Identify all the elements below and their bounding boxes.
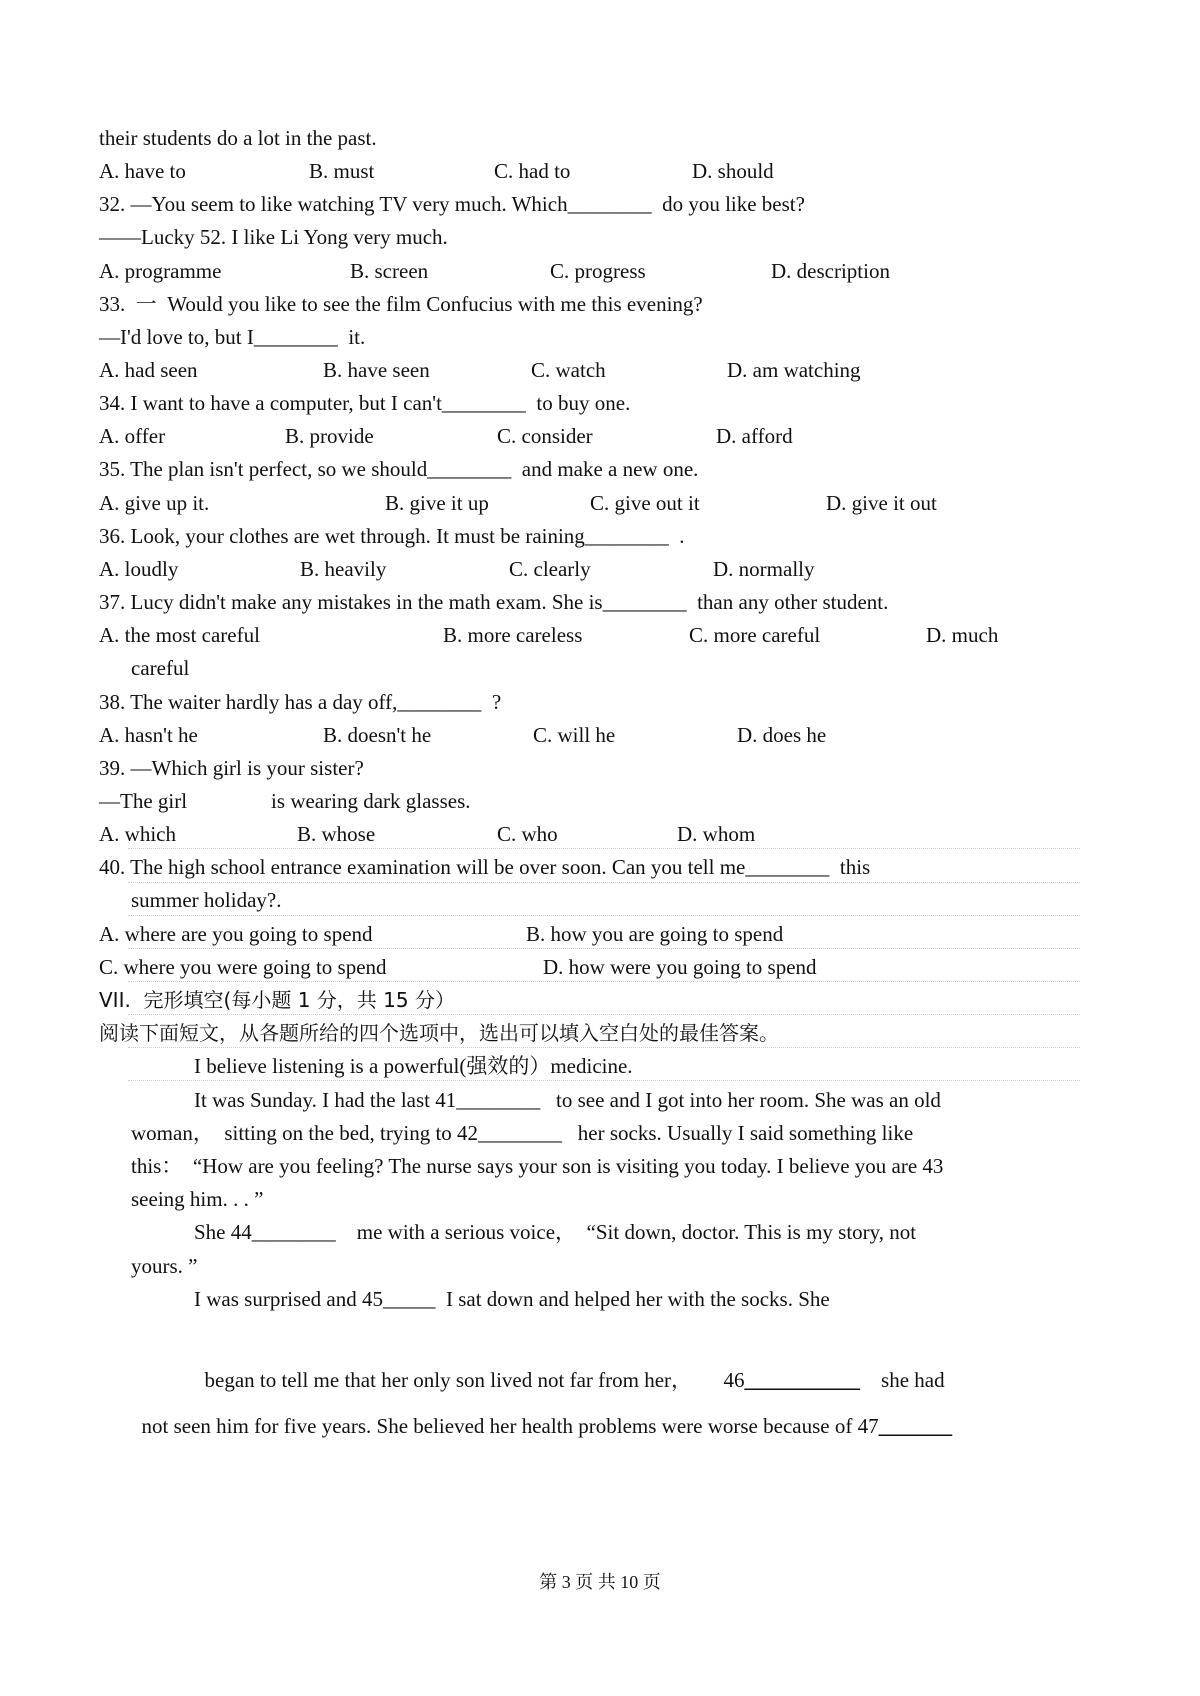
- q40-option-c: C. where you were going to spend: [99, 955, 387, 979]
- q34-stem: 34. I want to have a computer, but I can't________ to buy one.: [99, 391, 631, 415]
- q33-option-d: D. am watching: [727, 358, 861, 382]
- dotted-rule: [128, 882, 1080, 883]
- q39-option-c: C. who: [497, 822, 558, 846]
- dotted-rule: [128, 1080, 1080, 1081]
- q33-option-a: A. had seen: [99, 358, 198, 382]
- q33-option-c: C. watch: [531, 358, 606, 382]
- passage-line: this： “How are you feeling? The nurse says your son is visiting you today. I believe you are 43: [131, 1154, 944, 1178]
- q37-stem: 37. Lucy didn't make any mistakes in the math exam. She is________ than any other student.: [99, 590, 889, 614]
- dotted-rule: [128, 1014, 1080, 1015]
- passage-line: yours. ”: [131, 1254, 198, 1278]
- passage-line: woman， sitting on the bed, trying to 42________ her socks. Usually I said something like: [131, 1121, 914, 1145]
- q36-option-b: B. heavily: [300, 557, 387, 581]
- passage-line: She 44________ me with a serious voice， “Sit down, doctor. This is my story, not: [194, 1220, 917, 1244]
- passage-line: I was surprised and 45_____ I sat down and helped her with the socks. She: [194, 1287, 830, 1311]
- q35-option-c: C. give out it: [590, 491, 700, 515]
- q34-option-b: B. provide: [285, 424, 374, 448]
- q33-answer: —I'd love to, but I________ it.: [99, 325, 366, 349]
- q37-option-a: A. the most careful: [99, 623, 260, 647]
- q36-option-d: D. normally: [713, 557, 815, 581]
- q39-stem: 39. —Which girl is your sister?: [99, 756, 364, 780]
- passage-line: It was Sunday. I had the last 41________ to see and I got into her room. She was an old: [194, 1088, 941, 1112]
- q38-stem: 38. The waiter hardly has a day off,________ ?: [99, 690, 502, 714]
- q33-option-b: B. have seen: [323, 358, 430, 382]
- q40-option-d: D. how were you going to spend: [543, 955, 817, 979]
- passage-paragraph-1: I believe listening is a powerful(强效的）medicine.: [194, 1054, 633, 1078]
- q33-stem: 33. 一 Would you like to see the film Confucius with me this evening?: [99, 292, 703, 316]
- page-number: 第 3 页 共 10 页: [539, 1572, 661, 1592]
- q37-option-c: C. more careful: [689, 623, 821, 647]
- passage-line: [131, 1384, 952, 1440]
- q39-option-a: A. which: [99, 822, 176, 846]
- q31-stem-tail: their students do a lot in the past.: [99, 126, 377, 150]
- q40-option-b: B. how you are going to spend: [526, 922, 784, 946]
- q35-stem: 35. The plan isn't perfect, so we should________ and make a new one.: [99, 457, 699, 481]
- q40-stem: 40. The high school entrance examination will be over soon. Can you tell me________ this: [99, 855, 871, 879]
- q37-option-d: D. much: [926, 623, 999, 647]
- section-7-heading: VII. 完形填空(每小题 1 分，共 15 分）: [99, 988, 455, 1012]
- q35-option-a: A. give up it.: [99, 491, 210, 515]
- blank-47: _______: [878, 1414, 953, 1438]
- q39-answer: —The girl is wearing dark glasses.: [99, 789, 471, 813]
- passage-line: seeing him. . . ”: [131, 1187, 264, 1211]
- q36-option-a: A. loudly: [99, 557, 179, 581]
- q31-option-b: B. must: [309, 159, 375, 183]
- q38-option-b: B. doesn't he: [323, 723, 432, 747]
- q31-option-d: D. should: [692, 159, 774, 183]
- q38-option-a: A. hasn't he: [99, 723, 198, 747]
- dotted-rule: [128, 981, 1080, 982]
- q39-option-b: B. whose: [297, 822, 376, 846]
- q32-option-d: D. description: [771, 259, 890, 283]
- q34-option-a: A. offer: [99, 424, 166, 448]
- dotted-rule: [128, 848, 1080, 849]
- q38-option-c: C. will he: [533, 723, 616, 747]
- q32-answer: ——Lucky 52. I like Li Yong very much.: [99, 225, 448, 249]
- q31-option-a: A. have to: [99, 159, 186, 183]
- dotted-rule: [128, 948, 1080, 949]
- q34-option-d: D. afford: [716, 424, 793, 448]
- q32-option-b: B. screen: [350, 259, 429, 283]
- q34-option-c: C. consider: [497, 424, 593, 448]
- q38-option-d: D. does he: [737, 723, 827, 747]
- dotted-rule: [128, 1047, 1080, 1048]
- passage-text: began to tell me that her only son lived not far from her， 46: [204, 1368, 745, 1392]
- q32-stem: 32. —You seem to like watching TV very much. Which________ do you like best?: [99, 192, 805, 216]
- passage-text: not seen him for five years. She believed her health problems were worse because of 47: [141, 1414, 879, 1438]
- q32-option-a: A. programme: [99, 259, 222, 283]
- q36-stem: 36. Look, your clothes are wet through. It must be raining________ .: [99, 524, 685, 548]
- q32-option-c: C. progress: [550, 259, 646, 283]
- dotted-rule: [128, 915, 1080, 916]
- q36-option-c: C. clearly: [509, 557, 591, 581]
- blank-46: ___________: [744, 1368, 861, 1392]
- q39-option-d: D. whom: [677, 822, 756, 846]
- q40-stem-continued: summer holiday?.: [131, 888, 282, 912]
- q35-option-b: B. give it up: [385, 491, 489, 515]
- q37-option-b: B. more careless: [443, 623, 583, 647]
- q31-option-c: C. had to: [494, 159, 571, 183]
- q35-option-d: D. give it out: [826, 491, 937, 515]
- section-7-instructions: 阅读下面短文，从各题所给的四个选项中，选出可以填入空白处的最佳答案。: [99, 1021, 779, 1045]
- q40-option-a: A. where are you going to spend: [99, 922, 373, 946]
- passage-text: she had: [860, 1368, 945, 1392]
- q37-option-d-continued: careful: [131, 656, 190, 680]
